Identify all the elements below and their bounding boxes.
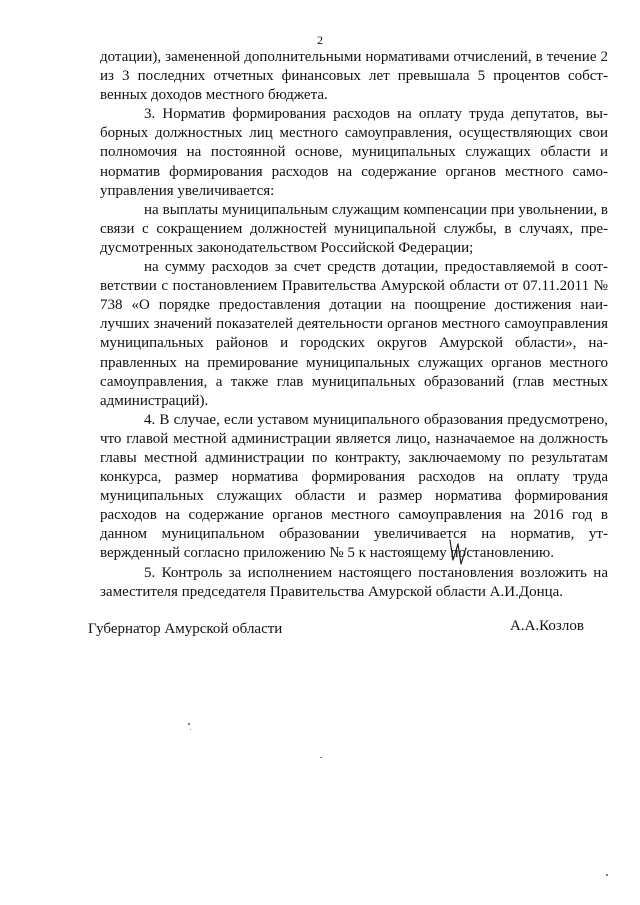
signatory-position: Губернатор Амурской области (88, 621, 283, 637)
document-body (100, 48, 608, 602)
scan-speck (606, 874, 608, 876)
scan-speck (190, 729, 191, 730)
paragraph-4: 4. В случае, если уставом муниципального образования предусмотрено, что главой местной администрации является лицо, назначаемое на должность главы местной администрации по контракту, заключаемому по результатам конкурса, размер норматива формирования расходов на оплату труда муниципальных служащих области и размер норматива формирования расходов на содержание органов местного самоуправления на 2016 год в данном муниципальном образовании увеличивается на норматив, утвержденный согласно приложению № 5 к настоящему постановлению. (100, 411, 608, 562)
handwritten-mark (447, 538, 469, 568)
scan-speck (320, 757, 322, 758)
scan-speck (188, 723, 190, 725)
paragraph-3-item-compensation: на выплаты муниципальным служащим компенсации при увольнении, в связи с сокращением должностей муниципальной службы, в случаях, предусмотренных законодательством Российской Федерации; (100, 201, 608, 256)
paragraph-continuation: дотации), замененной дополнительными нормативами отчислений, в течение 2 из 3 последних отчетных финансовых лет превышала 5 процентов собственных доходов местного бюджета. (100, 49, 608, 104)
page-number: 2 (317, 33, 323, 47)
paragraph-3: 3. Норматив формирования расходов на оплату труда депутатов, выборных должностных лиц местного самоуправления, осуществляющих свои полномочия на постоянной основе, муниципальных служащих области и норматив формирования расходов на содержание органов местного самоуправления увеличивается: (100, 106, 608, 199)
paragraph-3-item-subsidy: на сумму расходов за счет средств дотации, предоставляемой в соответствии с постановлением Правительства Амурской области от 07.11.2011 № 738 «О порядке предоставления дотации на поощрение достижения наилучших значений показателей деятельности органов местного самоуправления муниципальных районов и городских округов Амурской области», направленных на премирование муниципальных служащих органов местного самоуправления, а также глав муниципальных образований (глав местных администраций). (100, 259, 608, 409)
paragraph-5: 5. Контроль за исполнением настоящего постановления возложить на заместителя председателя Правительства Амурской области А.И.Донца. (100, 564, 608, 600)
signatory-name: А.А.Козлов (510, 618, 584, 634)
